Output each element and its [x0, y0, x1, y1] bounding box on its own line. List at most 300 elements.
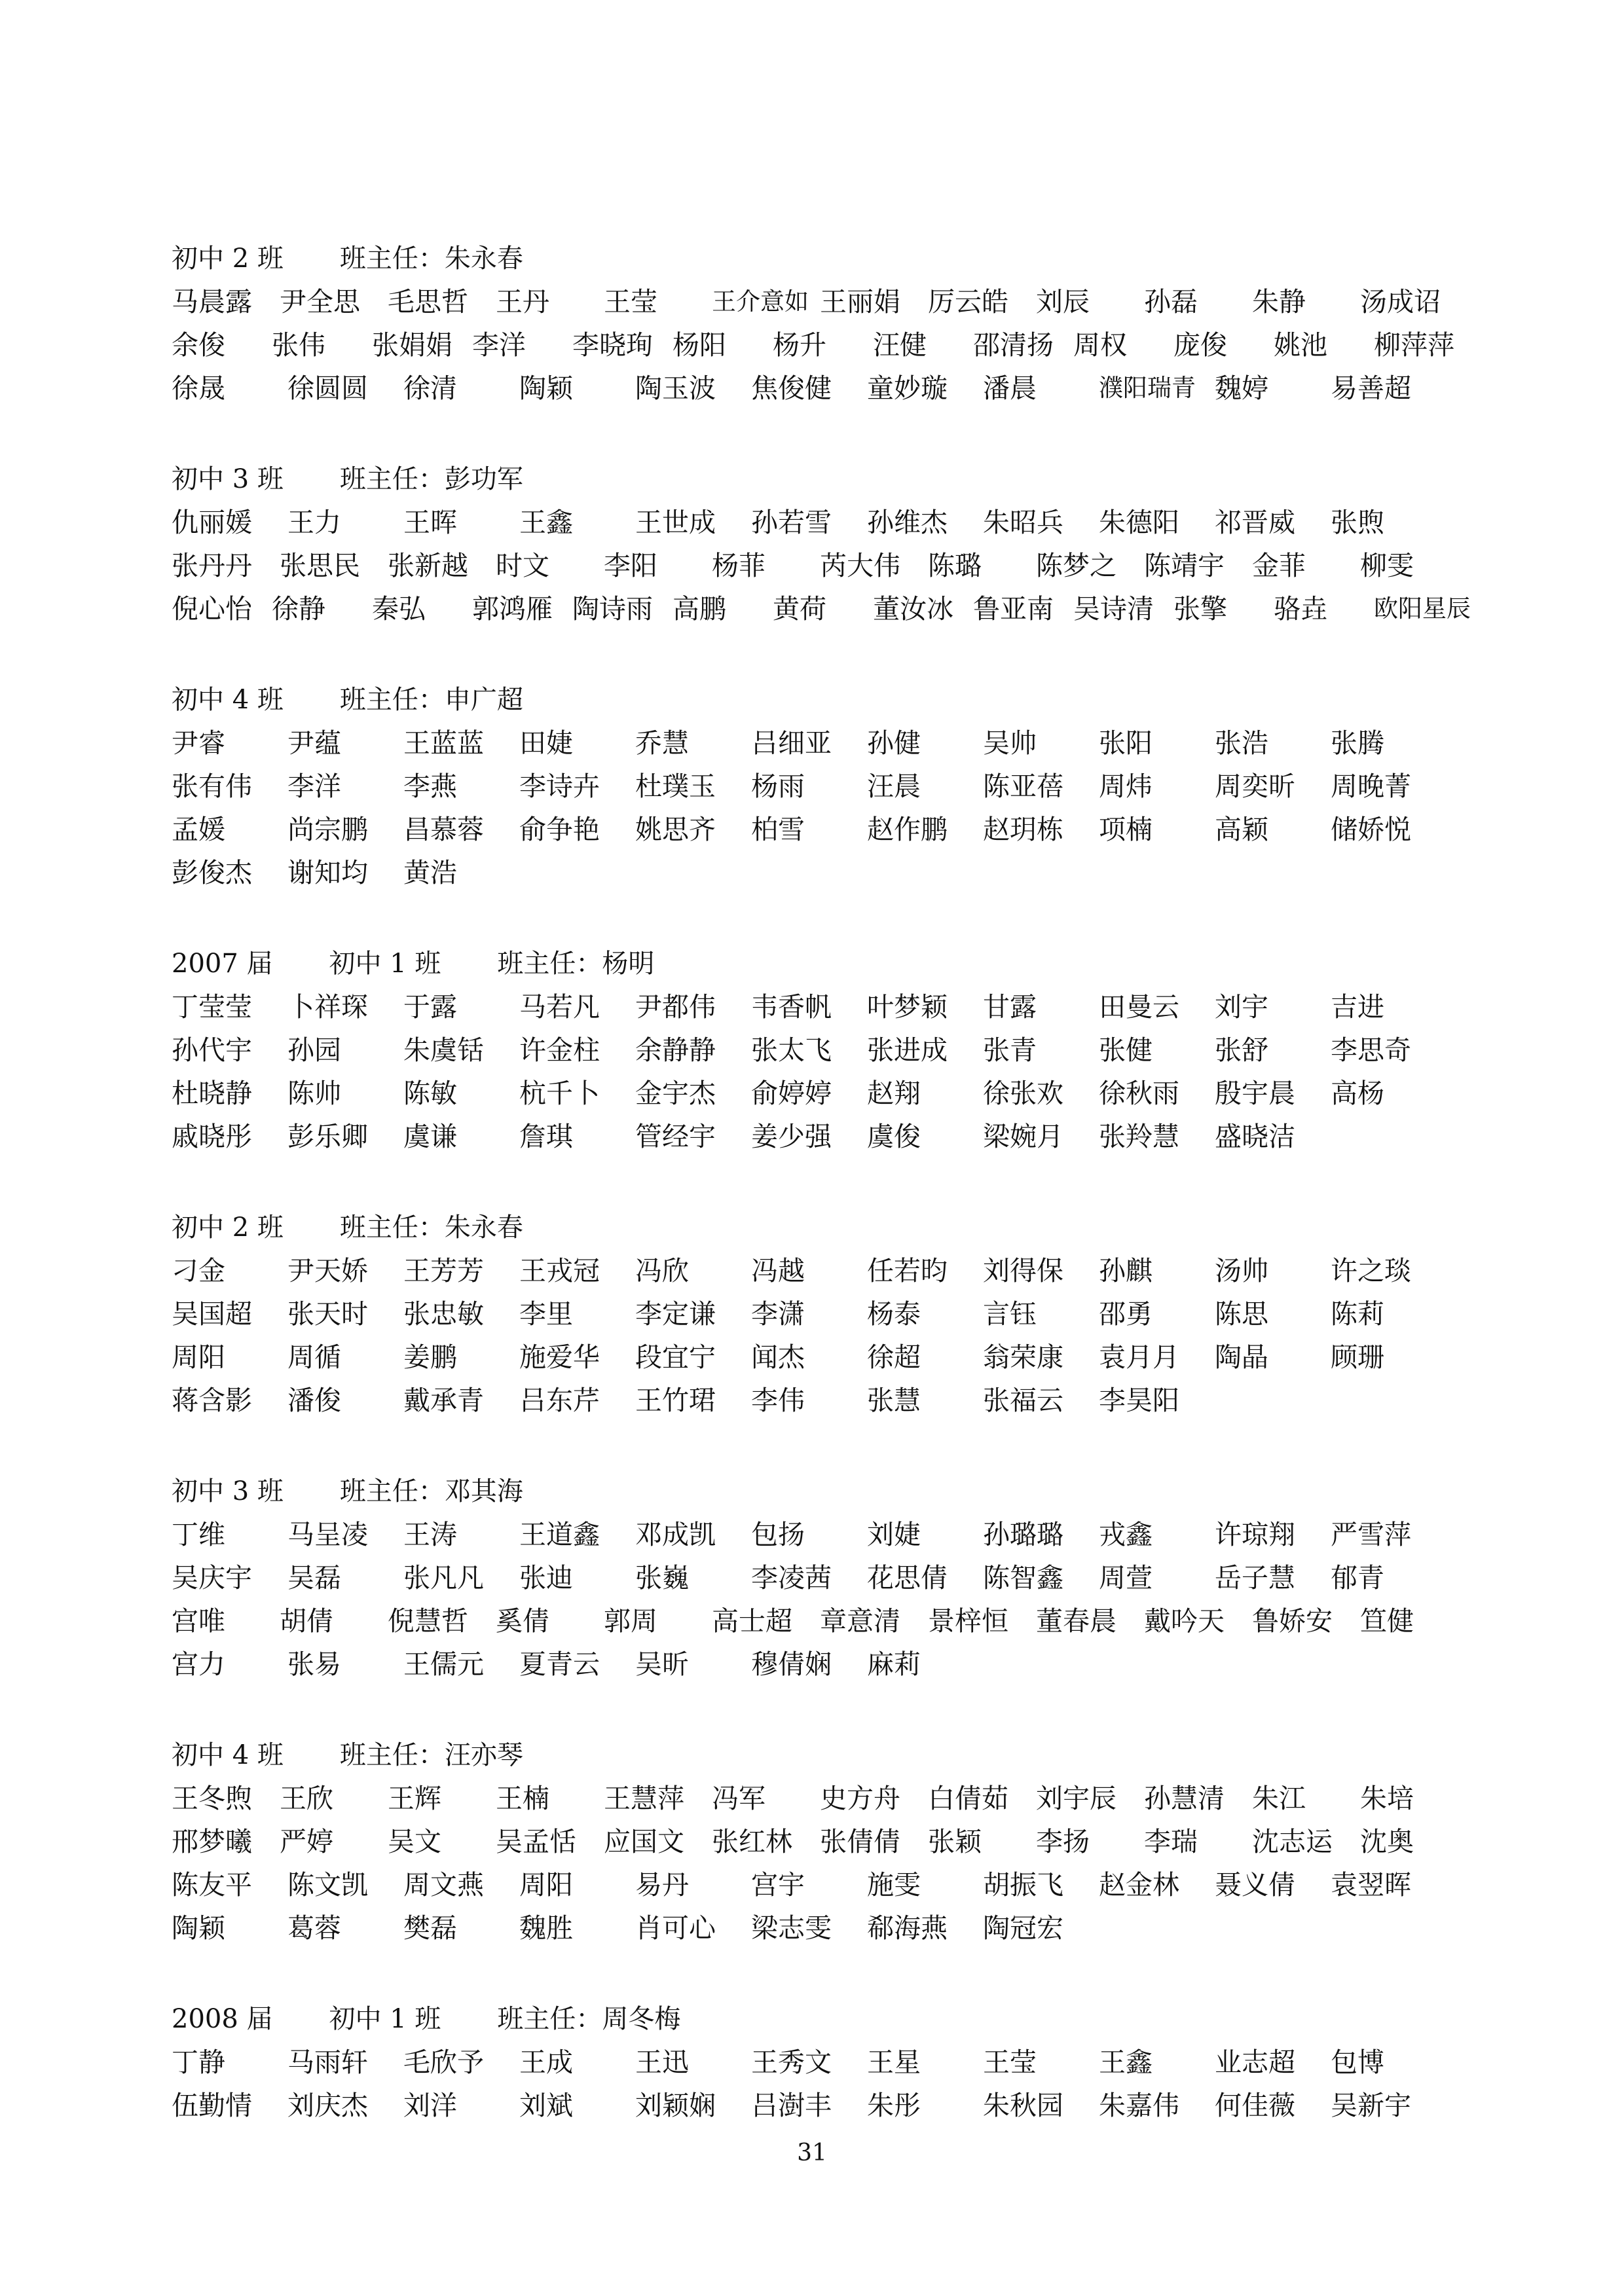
student-row [172, 805, 1475, 848]
student-name: 吴诗清 [1073, 592, 1154, 625]
student-name: 王冬煦 [172, 1782, 252, 1814]
class-header-field: 初中 2 班 [172, 243, 284, 274]
student-name: 高鹏 [673, 592, 726, 625]
student-name: 金宇杰 [635, 1077, 716, 1109]
student-name: 张羚慧 [1099, 1120, 1179, 1152]
student-name: 王欣 [280, 1782, 333, 1814]
student-name: 朱彤 [867, 2089, 921, 2121]
student-name: 王力 [287, 506, 341, 538]
student-name: 朱德阳 [1099, 506, 1179, 538]
student-name: 杜璞玉 [635, 770, 716, 802]
student-name: 金菲 [1252, 549, 1306, 581]
student-row [172, 278, 1475, 321]
student-name: 马晨露 [172, 285, 252, 318]
student-name: 冯军 [712, 1782, 766, 1814]
student-name: 高士超 [712, 1605, 792, 1637]
student-name: 杨雨 [751, 770, 805, 802]
student-name: 黄荷 [773, 592, 826, 625]
student-name: 孟媛 [172, 813, 225, 845]
student-row [172, 1376, 1475, 1419]
student-name: 易善超 [1331, 372, 1411, 404]
student-name: 李燕 [403, 770, 457, 802]
student-name: 张舒 [1215, 1034, 1268, 1066]
student-name: 王成 [519, 2046, 573, 2078]
student-name: 邓成凯 [635, 1518, 716, 1550]
class-section [172, 1731, 1475, 1947]
student-name: 高杨 [1331, 1077, 1384, 1109]
student-name: 孙园 [287, 1034, 341, 1066]
student-name: 周炜 [1099, 770, 1153, 802]
student-name: 岳子慧 [1215, 1561, 1295, 1594]
student-name: 丁静 [172, 2046, 225, 2078]
student-name: 邵勇 [1099, 1298, 1153, 1330]
student-name: 陶诗雨 [572, 592, 653, 625]
student-name: 吴孟恬 [496, 1825, 576, 1857]
student-name: 周文燕 [403, 1868, 484, 1901]
student-name: 李凌茜 [751, 1561, 832, 1594]
student-name: 李昊阳 [1099, 1384, 1179, 1416]
class-header [172, 455, 1475, 498]
student-name: 葛蓉 [287, 1912, 341, 1944]
student-name: 王丽娟 [820, 285, 900, 318]
student-name: 包扬 [751, 1518, 805, 1550]
class-header-field: 班主任：申广超 [339, 684, 523, 715]
student-row [172, 2081, 1475, 2124]
class-header-field: 初中 4 班 [172, 684, 284, 715]
student-name: 包博 [1331, 2046, 1384, 2078]
student-name: 樊磊 [403, 1912, 457, 1944]
student-name: 丁维 [172, 1518, 225, 1550]
student-name: 李里 [519, 1298, 573, 1330]
student-name: 宫力 [172, 1648, 225, 1680]
student-name: 焦俊健 [751, 372, 832, 404]
student-name: 俞争艳 [519, 813, 600, 845]
student-name: 王儒元 [403, 1648, 484, 1680]
student-name: 杨泰 [867, 1298, 921, 1330]
student-name: 刘庆杰 [287, 2089, 368, 2121]
student-name: 杭千卜 [519, 1077, 600, 1109]
student-name: 吴磊 [287, 1561, 341, 1594]
student-name: 吕东芹 [519, 1384, 600, 1416]
class-header [172, 234, 1475, 278]
class-section [172, 1203, 1475, 1419]
student-name: 宫唯 [172, 1605, 225, 1637]
student-row [172, 1112, 1475, 1156]
student-name: 张浩 [1215, 727, 1268, 759]
student-row [172, 541, 1475, 585]
student-name: 庞俊 [1173, 329, 1227, 361]
student-name: 陶冠宏 [983, 1912, 1063, 1944]
student-name: 毛思哲 [388, 285, 468, 318]
student-name: 童妙璇 [867, 372, 948, 404]
student-name: 沈奥 [1360, 1825, 1414, 1857]
student-row [172, 585, 1475, 628]
student-name: 张忠敏 [403, 1298, 484, 1330]
student-row [172, 1640, 1475, 1683]
student-name: 王芳芳 [403, 1254, 484, 1286]
student-name: 潘晨 [983, 372, 1037, 404]
student-name: 王道鑫 [519, 1518, 600, 1550]
student-name: 鲁娇安 [1252, 1605, 1333, 1637]
student-name: 汤成诏 [1360, 285, 1441, 318]
student-name: 李诗卉 [519, 770, 600, 802]
student-name: 仇丽媛 [172, 506, 252, 538]
student-name: 虞俊 [867, 1120, 921, 1152]
student-row [172, 1597, 1475, 1640]
student-name: 张慧 [867, 1384, 921, 1416]
student-row [172, 1247, 1475, 1290]
student-name: 张娟娟 [372, 329, 452, 361]
student-name: 张青 [983, 1034, 1037, 1066]
student-name: 彭乐卿 [287, 1120, 368, 1152]
student-name: 戚晓彤 [172, 1120, 252, 1152]
student-name: 朱江 [1252, 1782, 1306, 1814]
student-name: 卜祥琛 [287, 991, 368, 1023]
student-name: 王竹珺 [635, 1384, 716, 1416]
student-row [172, 848, 1475, 892]
student-name: 陈友平 [172, 1868, 252, 1901]
student-name: 陈智鑫 [983, 1561, 1063, 1594]
student-row [172, 1861, 1475, 1904]
student-row [172, 1774, 1475, 1817]
student-row [172, 321, 1475, 364]
student-name: 蒋含影 [172, 1384, 252, 1416]
student-name: 姚池 [1274, 329, 1327, 361]
student-name: 徐超 [867, 1341, 921, 1373]
student-name: 周阳 [519, 1868, 573, 1901]
student-name: 张太飞 [751, 1034, 832, 1066]
student-name: 邵清扬 [973, 329, 1054, 361]
student-name: 鲁亚南 [973, 592, 1054, 625]
student-name: 陈梦之 [1036, 549, 1116, 581]
student-name: 叶梦颖 [867, 991, 948, 1023]
student-name: 戎鑫 [1099, 1518, 1153, 1550]
student-name: 郭周 [604, 1605, 657, 1637]
student-name: 朱培 [1360, 1782, 1414, 1814]
class-header-field: 班主任：杨明 [497, 948, 655, 979]
class-header-field: 初中 1 班 [329, 948, 441, 979]
student-name: 彭俊杰 [172, 856, 252, 888]
student-name: 袁月月 [1099, 1341, 1179, 1373]
student-name: 花思倩 [867, 1561, 948, 1594]
student-name: 马若凡 [519, 991, 600, 1023]
student-name: 虞谦 [403, 1120, 457, 1152]
student-name: 伍勤情 [172, 2089, 252, 2121]
student-name: 朱静 [1252, 285, 1306, 318]
student-name: 杜晓静 [172, 1077, 252, 1109]
student-name: 王蓝蓝 [403, 727, 484, 759]
student-row [172, 1817, 1475, 1861]
class-header-field: 初中 1 班 [329, 2003, 441, 2034]
student-name: 孙健 [867, 727, 921, 759]
student-name: 王涛 [403, 1518, 457, 1550]
student-row [172, 1904, 1475, 1947]
student-name: 何佳薇 [1215, 2089, 1295, 2121]
student-name: 梁志雯 [751, 1912, 832, 1944]
student-name: 李定谦 [635, 1298, 716, 1330]
student-name: 尹天娇 [287, 1254, 368, 1286]
student-name: 孙麒 [1099, 1254, 1153, 1286]
student-name: 陈文凯 [287, 1868, 368, 1901]
class-header-field: 2007 届 [172, 948, 273, 979]
student-name: 张颖 [928, 1825, 982, 1857]
student-name: 柏雪 [751, 813, 805, 845]
student-name: 尚宗鹏 [287, 813, 368, 845]
student-name: 刘宇辰 [1036, 1782, 1116, 1814]
student-name: 徐静 [272, 592, 325, 625]
student-name: 易丹 [635, 1868, 689, 1901]
student-name: 杨阳 [673, 329, 726, 361]
student-name: 徐秋雨 [1099, 1077, 1179, 1109]
student-name: 詹琪 [519, 1120, 573, 1152]
student-row [172, 1026, 1475, 1069]
student-name: 张易 [287, 1648, 341, 1680]
student-name: 翁荣康 [983, 1341, 1063, 1373]
class-header [172, 1995, 1475, 2038]
student-name: 史方舟 [820, 1782, 900, 1814]
class-section [172, 234, 1475, 407]
student-name: 顾珊 [1331, 1341, 1384, 1373]
student-name: 张煦 [1331, 506, 1384, 538]
student-name: 陶晶 [1215, 1341, 1268, 1373]
student-name: 丁莹莹 [172, 991, 252, 1023]
student-name: 孙磊 [1144, 285, 1198, 318]
student-name: 胡振飞 [983, 1868, 1063, 1901]
class-header [172, 1203, 1475, 1247]
student-name: 戴吟天 [1144, 1605, 1225, 1637]
student-name: 孙维杰 [867, 506, 948, 538]
student-name: 赵玥栋 [983, 813, 1063, 845]
student-name: 陈敏 [403, 1077, 457, 1109]
student-name: 周晚菁 [1331, 770, 1411, 802]
student-name: 倪慧哲 [388, 1605, 468, 1637]
student-row [172, 498, 1475, 541]
student-name: 赵作鹏 [867, 813, 948, 845]
student-name: 董春晨 [1036, 1605, 1116, 1637]
student-name: 时文 [496, 549, 549, 581]
student-name: 姜少强 [751, 1120, 832, 1152]
student-name: 汤帅 [1215, 1254, 1268, 1286]
student-name: 田曼云 [1099, 991, 1179, 1023]
student-name: 吴帅 [983, 727, 1037, 759]
student-name: 周循 [287, 1341, 341, 1373]
student-name: 朱秋园 [983, 2089, 1063, 2121]
student-name: 郗海燕 [867, 1912, 948, 1944]
student-name: 甘露 [983, 991, 1037, 1023]
student-name: 朱虞铦 [403, 1034, 484, 1066]
student-name: 陈靖宇 [1144, 549, 1225, 581]
student-name: 项楠 [1099, 813, 1153, 845]
class-section [172, 1995, 1475, 2124]
student-name: 宫宇 [751, 1868, 805, 1901]
student-name: 孙代宇 [172, 1034, 252, 1066]
student-name: 吴昕 [635, 1648, 689, 1680]
student-name: 姚思齐 [635, 813, 716, 845]
student-name: 张思民 [280, 549, 360, 581]
student-name: 张迪 [519, 1561, 573, 1594]
student-name: 王莹 [983, 2046, 1037, 2078]
class-section [172, 939, 1475, 1156]
student-name: 杨升 [773, 329, 826, 361]
student-name: 刁金 [172, 1254, 225, 1286]
student-name: 徐清 [403, 372, 457, 404]
student-name: 李瑞 [1144, 1825, 1198, 1857]
student-name: 陈莉 [1331, 1298, 1384, 1330]
student-name: 魏胜 [519, 1912, 573, 1944]
student-name: 朱嘉伟 [1099, 2089, 1179, 2121]
student-name: 施雯 [867, 1868, 921, 1901]
student-name: 王楠 [496, 1782, 549, 1814]
class-header [172, 1467, 1475, 1510]
student-name: 陈思 [1215, 1298, 1268, 1330]
student-name: 王辉 [388, 1782, 441, 1814]
student-name: 李洋 [287, 770, 341, 802]
student-name: 陶颖 [172, 1912, 225, 1944]
student-name: 应国文 [604, 1825, 684, 1857]
student-name: 魏婷 [1215, 372, 1268, 404]
class-header-field: 2008 届 [172, 2003, 273, 2034]
student-row [172, 1290, 1475, 1333]
class-header-field: 班主任：邓其海 [339, 1476, 523, 1506]
student-name: 章意清 [820, 1605, 900, 1637]
student-name: 胡倩 [280, 1605, 333, 1637]
student-name: 王莹 [604, 285, 657, 318]
student-name: 李阳 [604, 549, 657, 581]
student-name: 邢梦曦 [172, 1825, 252, 1857]
student-name: 乔慧 [635, 727, 689, 759]
student-name: 郭鸿雁 [472, 592, 553, 625]
student-name: 秦弘 [372, 592, 426, 625]
class-header-field: 初中 4 班 [172, 1740, 284, 1770]
student-name: 王介意如 [712, 287, 809, 316]
student-name: 骆垚 [1274, 592, 1327, 625]
student-name: 姜鹏 [403, 1341, 457, 1373]
student-name: 张福云 [983, 1384, 1063, 1416]
student-name: 盛晓洁 [1215, 1120, 1295, 1152]
student-name: 戴承青 [403, 1384, 484, 1416]
student-name: 刘得保 [983, 1254, 1063, 1286]
student-name: 于露 [403, 991, 457, 1023]
class-header-field: 班主任：周冬梅 [497, 2003, 681, 2034]
student-name: 田婕 [519, 727, 573, 759]
student-name: 严雪萍 [1331, 1518, 1411, 1550]
student-name: 杨菲 [712, 549, 766, 581]
student-name: 吉进 [1331, 991, 1384, 1023]
student-name: 王秀文 [751, 2046, 832, 2078]
student-name: 张凡凡 [403, 1561, 484, 1594]
student-name: 陶颖 [519, 372, 573, 404]
student-name: 吴国超 [172, 1298, 252, 1330]
student-name: 张倩倩 [820, 1825, 900, 1857]
student-name: 孙若雪 [751, 506, 832, 538]
student-name: 周阳 [172, 1341, 225, 1373]
student-name: 聂义倩 [1215, 1868, 1295, 1901]
class-section [172, 1467, 1475, 1683]
student-name: 汪晨 [867, 770, 921, 802]
student-name: 赵翔 [867, 1077, 921, 1109]
student-name: 许之琰 [1331, 1254, 1411, 1286]
student-name: 王迅 [635, 2046, 689, 2078]
student-name: 周奕昕 [1215, 770, 1295, 802]
student-name: 景梓恒 [928, 1605, 1008, 1637]
student-name: 尹蕴 [287, 727, 341, 759]
student-name: 尹全思 [280, 285, 360, 318]
class-header [172, 1731, 1475, 1774]
student-name: 高颖 [1215, 813, 1268, 845]
student-name: 徐晟 [172, 372, 225, 404]
student-name: 濮阳瑞青 [1099, 374, 1196, 402]
student-name: 黄浩 [403, 856, 457, 888]
student-name: 余俊 [172, 329, 225, 361]
student-name: 张阳 [1099, 727, 1153, 759]
student-row [172, 983, 1475, 1026]
student-name: 李晓珣 [572, 329, 653, 361]
class-header [172, 939, 1475, 983]
student-name: 王慧萍 [604, 1782, 684, 1814]
class-header-field: 班主任：朱永春 [339, 243, 523, 274]
student-name: 祁晋威 [1215, 506, 1295, 538]
student-name: 业志超 [1215, 2046, 1295, 2078]
student-row [172, 1554, 1475, 1597]
student-row [172, 1510, 1475, 1554]
student-name: 马雨轩 [287, 2046, 368, 2078]
student-name: 尹睿 [172, 727, 225, 759]
student-name: 张伟 [272, 329, 325, 361]
class-section [172, 676, 1475, 892]
student-row [172, 2038, 1475, 2081]
student-name: 芮大伟 [820, 549, 900, 581]
student-name: 张丹丹 [172, 549, 252, 581]
student-row [172, 1333, 1475, 1376]
student-name: 沈志运 [1252, 1825, 1333, 1857]
student-name: 昌慕蓉 [403, 813, 484, 845]
student-name: 柳萍萍 [1374, 329, 1454, 361]
class-header-field: 班主任：彭功军 [339, 464, 523, 494]
student-name: 马呈凌 [287, 1518, 368, 1550]
student-name: 吴庆宇 [172, 1561, 252, 1594]
student-name: 王世成 [635, 506, 716, 538]
class-header-field: 初中 2 班 [172, 1212, 284, 1243]
student-name: 李伟 [751, 1384, 805, 1416]
class-header [172, 676, 1475, 719]
student-name: 夏青云 [519, 1648, 600, 1680]
student-row [172, 762, 1475, 805]
student-name: 陈亚蓓 [983, 770, 1063, 802]
student-name: 王戎冠 [519, 1254, 600, 1286]
student-name: 厉云皓 [928, 285, 1008, 318]
student-name: 陈帅 [287, 1077, 341, 1109]
student-name: 段宜宁 [635, 1341, 716, 1373]
student-name: 冯越 [751, 1254, 805, 1286]
class-header-field: 初中 3 班 [172, 1476, 284, 1506]
student-name: 肖可心 [635, 1912, 716, 1944]
student-name: 张进成 [867, 1034, 948, 1066]
class-section [172, 455, 1475, 628]
student-name: 赵金林 [1099, 1868, 1179, 1901]
student-name: 张巍 [635, 1561, 689, 1594]
student-name: 徐圆圆 [287, 372, 368, 404]
student-name: 吴新宇 [1331, 2089, 1411, 2121]
student-name: 奚倩 [496, 1605, 549, 1637]
student-name: 张擎 [1173, 592, 1227, 625]
student-name: 白倩茹 [928, 1782, 1008, 1814]
student-name: 许琼翔 [1215, 1518, 1295, 1550]
student-name: 孙慧清 [1144, 1782, 1225, 1814]
student-row [172, 719, 1475, 762]
student-name: 言钰 [983, 1298, 1037, 1330]
student-name: 倪心怡 [172, 592, 252, 625]
student-name: 王星 [867, 2046, 921, 2078]
